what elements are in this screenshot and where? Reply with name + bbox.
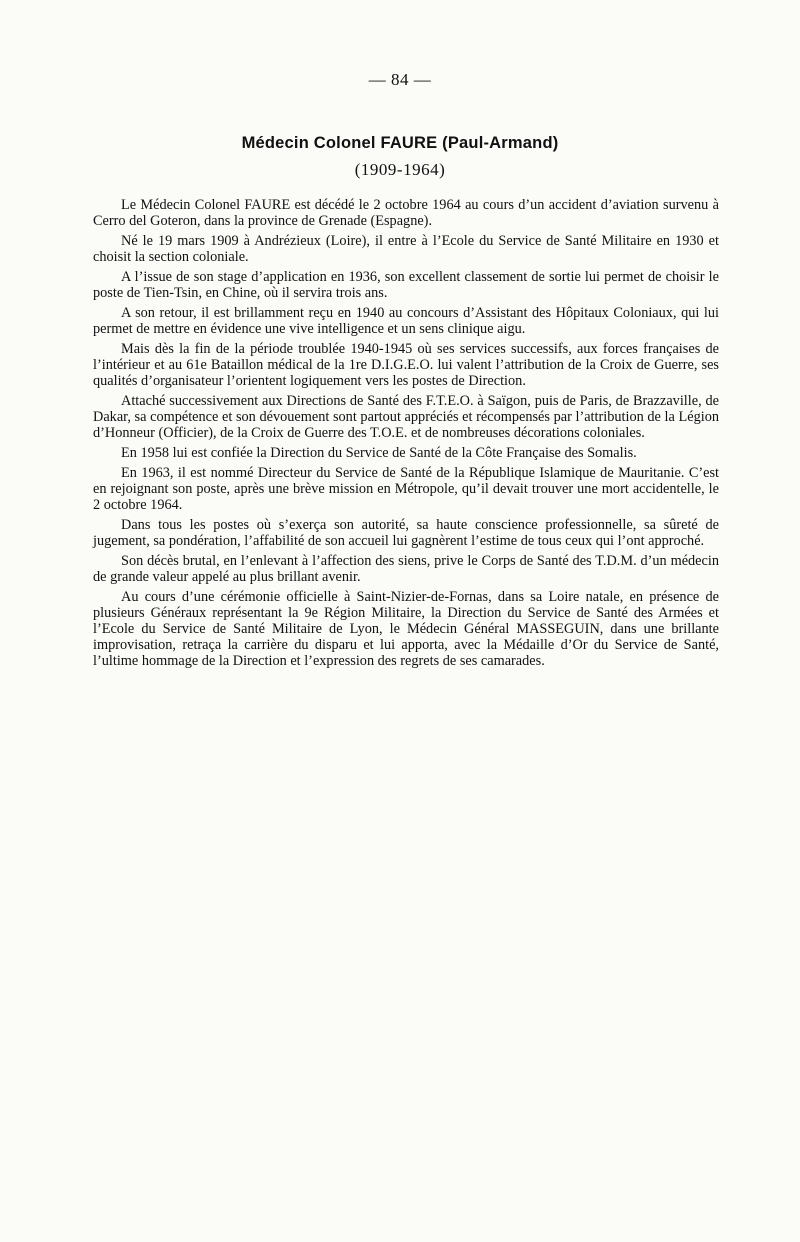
- life-dates: (1909-1964): [354, 160, 446, 179]
- paragraph: En 1963, il est nommé Directeur du Service de Santé de la République Islamique de Mauritanie. C’est en rejoignant son poste, après une brève mission en Métropole, qu’il devait trouver une mort accidentelle, le 2 octobre 1964.: [93, 465, 719, 513]
- page-title: Médecin Colonel FAURE (Paul-Armand): [241, 134, 559, 152]
- paragraph: Mais dès la fin de la période troublée 1940-1945 où ses services successifs, aux forces françaises de l’intérieur et au 61e Bataillon médical de la 1re D.I.G.E.O. lui valent l’attribution de la Croix de Guerre, ses qualités d’organisateur l’orientent logiquement vers les postes de Direction.: [93, 341, 719, 389]
- paragraph: Le Médecin Colonel FAURE est décédé le 2 octobre 1964 au cours d’un accident d’aviation survenu à Cerro del Goteron, dans la province de Grenade (Espagne).: [93, 197, 719, 229]
- page-number: — 84 —: [368, 70, 432, 89]
- paragraph: Son décès brutal, en l’enlevant à l’affection des siens, prive le Corps de Santé des T.D.M. d’un médecin de grande valeur appelé au plus brillant avenir.: [93, 553, 719, 585]
- paragraph: Au cours d’une cérémonie officielle à Saint-Nizier-de-Fornas, dans sa Loire natale, en présence de plusieurs Généraux représentant la 9e Région Militaire, la Direction du Service de Santé des Armées et l’Ecole du Service de Santé Militaire de Lyon, le Médecin Général MASSEGUIN, dans une brillante improvisation, retraça la carrière du disparu et lui apporta, avec la Médaille d’Or du Service de Santé, l’ultime hommage de la Direction et l’expression des regrets de ses camarades.: [93, 589, 719, 669]
- paragraph: Dans tous les postes où s’exerça son autorité, sa haute conscience professionnelle, sa sûreté de jugement, sa pondération, l’affabilité de son accueil lui gagnèrent l’estime de tous ceux qui l’ont approché.: [93, 517, 719, 549]
- paragraph: A son retour, il est brillamment reçu en 1940 au concours d’Assistant des Hôpitaux Coloniaux, qui lui permet de mettre en évidence une vive intelligence et un sens clinique aigu.: [93, 305, 719, 337]
- paragraph: En 1958 lui est confiée la Direction du Service de Santé de la Côte Française des Somalis.: [121, 445, 637, 461]
- paragraph: A l’issue de son stage d’application en 1936, son excellent classement de sortie lui permet de choisir le poste de Tien-Tsin, en Chine, où il servira trois ans.: [93, 269, 719, 301]
- paragraph: Né le 19 mars 1909 à Andrézieux (Loire), il entre à l’Ecole du Service de Santé Militaire en 1930 et choisit la section coloniale.: [93, 233, 719, 265]
- obituary-body: [93, 197, 719, 673]
- paragraph: Attaché successivement aux Directions de Santé des F.T.E.O. à Saïgon, puis de Paris, de Brazzaville, de Dakar, sa compétence et son dévouement sont partout appréciés et récompensés par l’attribution de la Légion d’Honneur (Officier), de la Croix de Guerre des T.O.E. et de nombreuses décorations coloniales.: [93, 393, 719, 441]
